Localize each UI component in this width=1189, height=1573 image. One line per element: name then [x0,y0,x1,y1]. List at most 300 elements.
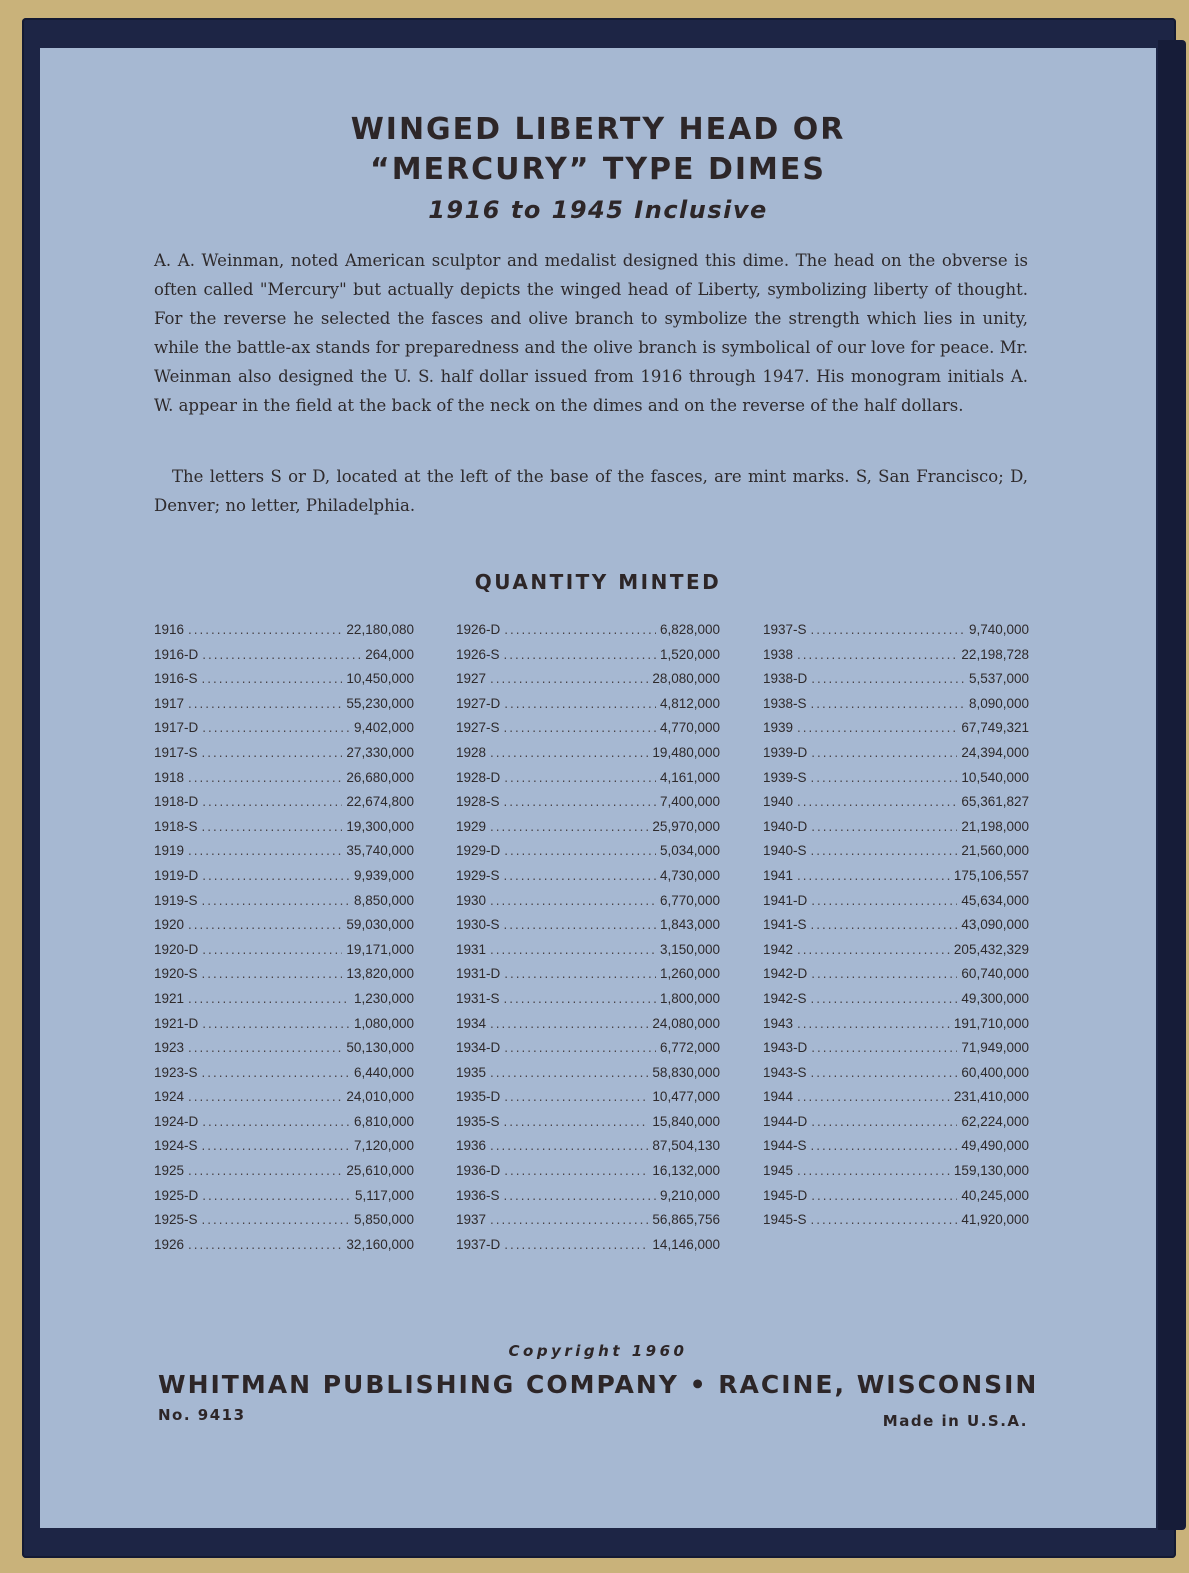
mintage-year: 1928 [456,744,487,760]
mintage-quantity: 9,939,000 [353,867,414,883]
dot-leader [797,647,957,662]
mintage-quantity: 28,080,000 [652,671,720,687]
dot-leader [504,1114,649,1129]
dot-leader [490,1138,648,1153]
mintage-row [763,770,1029,795]
dot-leader [811,843,958,858]
mintage-year: 1940-S [763,843,807,859]
mintage-row [456,843,720,868]
dot-leader [490,893,656,908]
mintage-row [763,966,1029,991]
mintage-quantity: 10,540,000 [961,769,1029,785]
mintage-year: 1944 [763,1089,794,1105]
mintage-row [763,868,1029,893]
dot-leader [202,1188,351,1203]
mintage-year: 1925 [154,1163,185,1179]
mintage-row [456,1163,720,1188]
mintage-quantity: 19,480,000 [652,744,720,760]
mintage-year: 1945-D [763,1187,808,1203]
mintage-year: 1942 [763,941,794,957]
dot-leader [202,868,350,883]
mintage-row [763,893,1029,918]
mintage-row [763,942,1029,967]
dot-leader [504,647,656,662]
mintage-quantity: 1,260,000 [659,966,720,982]
mintage-row [154,1040,414,1065]
mintage-quantity: 22,180,080 [346,622,414,637]
mintage-row [763,991,1029,1016]
title-line-1: WINGED LIBERTY HEAD OR [350,112,846,147]
mintage-row [154,794,414,819]
dot-leader [504,966,656,981]
catalog-number: No. 9413 [158,1406,246,1424]
mintage-row [154,696,414,721]
mintage-quantity: 32,160,000 [346,1236,414,1252]
dot-leader [202,794,342,809]
mintage-year: 1940 [763,794,794,810]
made-in: Made in U.S.A. [882,1412,1028,1430]
mintage-year: 1919-D [154,867,199,883]
mintage-quantity: 19,300,000 [346,818,414,834]
mintage-quantity: 205,432,329 [953,941,1029,957]
dot-leader [504,843,656,858]
mintage-year: 1934 [456,1015,487,1031]
mintage-row [763,696,1029,721]
mintage-year: 1929-S [456,867,500,883]
dot-leader [202,966,343,981]
mintage-row [154,745,414,770]
mintage-year: 1917-S [154,744,198,760]
mintage-quantity: 7,120,000 [353,1138,414,1154]
mintage-quantity: 13,820,000 [346,966,414,982]
mintage-quantity: 60,400,000 [961,1064,1029,1080]
mintage-row [456,1016,720,1041]
mintage-year: 1916-D [154,646,199,662]
mintage-year: 1936 [456,1138,487,1154]
dot-leader [490,819,648,834]
mintage-year: 1928-D [456,769,501,785]
mintage-row [154,966,414,991]
mintage-year: 1941 [763,867,794,883]
mintage-quantity: 5,117,000 [354,1187,414,1203]
mintage-row [154,893,414,918]
mintage-row [763,1089,1029,1114]
title-line-2: “MERCURY” TYPE DIMES [369,152,826,187]
mint-marks-paragraph: The letters S or D, located at the left of the base of the fasces, are mint marks. S, San Francisco; D, Denver; no letter, Philadelphia. [154,467,1028,515]
mintage-year: 1921 [154,990,185,1006]
dot-leader [188,1089,342,1104]
mintage-row [154,868,414,893]
mintage-year: 1939-D [763,744,808,760]
mintage-column-3 [763,622,1029,1237]
dot-leader [811,770,958,785]
dot-leader [202,671,343,686]
mintage-row [456,1237,720,1262]
mintage-row [763,671,1029,696]
mintage-row [154,671,414,696]
dot-leader [202,647,361,662]
mintage-year: 1923 [154,1040,185,1056]
mintage-quantity: 55,230,000 [346,695,414,711]
mintage-quantity: 43,090,000 [961,917,1029,933]
mintage-row [154,1114,414,1139]
mintage-quantity: 65,361,827 [961,794,1029,810]
mintage-quantity: 27,330,000 [346,744,414,760]
mintage-row [456,917,720,942]
dot-leader [188,622,342,637]
mintage-quantity: 24,394,000 [961,744,1029,760]
mintage-quantity: 6,828,000 [659,622,720,637]
mintage-row [763,843,1029,868]
mintage-year: 1924-D [154,1113,199,1129]
dot-leader [811,819,957,834]
mintage-year: 1931 [456,941,487,957]
dot-leader [811,966,957,981]
mintage-year: 1943-S [763,1064,807,1080]
mintage-year: 1942-S [763,990,807,1006]
mintage-row [154,1016,414,1041]
mintage-row [763,1188,1029,1213]
dot-leader [504,1237,648,1252]
mintage-row [154,770,414,795]
mintage-quantity: 15,840,000 [652,1113,720,1129]
mintage-row [763,622,1029,647]
mintage-quantity: 8,090,000 [968,695,1029,711]
mintage-row [763,1212,1029,1237]
dot-leader [811,1138,958,1153]
mintage-year: 1931-D [456,966,501,982]
mintage-row [154,917,414,942]
mintage-quantity: 6,810,000 [353,1113,414,1129]
dot-leader [504,1163,648,1178]
mintage-year: 1919 [154,843,185,859]
dot-leader [811,696,965,711]
description-paragraph: A. A. Weinman, noted American sculptor and medalist designed this dime. The head on the obverse is often called "Mercury" but actually depicts the winged head of Liberty, symbolizing liberty of thought. For the reverse he selected the fasces and olive branch to symbolize the strength which lies in unity, while the battle-ax stands for preparedness and the olive branch is symbolical of our love for peace. Mr. Weinman also designed the U. S. half dollar issued from 1916 through 1947. His monogram initials A. W. appear in the field at the back of the neck on the dimes and on the reverse of the half dollars. [154,251,1028,415]
mintage-year: 1918-S [154,818,198,834]
mintage-quantity: 50,130,000 [346,1040,414,1056]
mintage-quantity: 1,080,000 [353,1015,414,1031]
dot-leader [504,622,656,637]
dot-leader [504,720,656,735]
mintage-quantity: 40,245,000 [961,1187,1029,1203]
mintage-row [456,770,720,795]
info-card [40,48,1156,1528]
dot-leader [797,1016,950,1031]
dot-leader [504,868,656,883]
dot-leader [188,843,342,858]
mintage-row [763,1114,1029,1139]
dot-leader [797,794,957,809]
mintage-row [763,819,1029,844]
dot-leader [504,1188,656,1203]
mintage-quantity: 159,130,000 [953,1163,1029,1179]
mintage-row [456,1089,720,1114]
mintage-quantity: 87,504,130 [652,1138,720,1154]
mintage-year: 1940-D [763,818,808,834]
mintage-quantity: 231,410,000 [953,1089,1029,1105]
mintage-year: 1927-S [456,720,500,736]
mintage-quantity: 25,970,000 [652,818,720,834]
mintage-year: 1944-S [763,1138,807,1154]
mintage-quantity: 9,740,000 [968,622,1029,637]
dot-leader [490,942,656,957]
mintage-row [154,1138,414,1163]
dot-leader [202,745,343,760]
mintage-year: 1927-D [456,695,501,711]
copyright: Copyright 1960 [508,1342,688,1360]
dot-leader [490,671,648,686]
dot-leader [811,622,965,637]
mintage-row [763,1065,1029,1090]
mintage-year: 1945 [763,1163,794,1179]
mintage-row [763,794,1029,819]
mintage-quantity: 41,920,000 [961,1212,1029,1228]
mintage-year: 1925-S [154,1212,198,1228]
mintage-quantity: 71,949,000 [961,1040,1029,1056]
mintage-row [456,696,720,721]
mintage-quantity: 62,224,000 [961,1113,1029,1129]
dot-leader [504,794,656,809]
mintage-year: 1941-S [763,917,807,933]
dot-leader [202,1016,350,1031]
mintage-row [154,1163,414,1188]
dot-leader [504,696,656,711]
mintage-year: 1916-S [154,671,198,687]
mintage-quantity: 175,106,557 [953,867,1029,883]
mintage-column-2 [456,622,720,1261]
mintage-year: 1924 [154,1089,185,1105]
mintage-quantity: 19,171,000 [346,941,414,957]
mintage-year: 1938 [763,646,794,662]
dot-leader [490,1212,648,1227]
mintage-quantity: 24,080,000 [652,1015,720,1031]
dot-leader [811,917,958,932]
mintage-row [154,1065,414,1090]
mintage-row [763,720,1029,745]
mintage-quantity: 6,440,000 [353,1064,414,1080]
mintage-year: 1941-D [763,892,808,908]
mintage-quantity: 3,150,000 [659,941,720,957]
mintage-quantity: 22,674,800 [346,794,414,810]
mintage-year: 1935 [456,1064,487,1080]
mintage-quantity: 45,634,000 [961,892,1029,908]
mintage-quantity: 14,146,000 [652,1236,720,1252]
subtitle: 1916 to 1945 Inclusive [428,196,768,224]
mintage-row [456,1188,720,1213]
mintage-row [763,1016,1029,1041]
mintage-row [456,745,720,770]
mintage-row [456,1212,720,1237]
mintage-quantity: 1,520,000 [659,646,720,662]
mintage-year: 1917 [154,695,185,711]
mintage-quantity: 5,850,000 [353,1212,414,1228]
dot-leader [811,1065,958,1080]
mintage-quantity: 9,402,000 [353,720,414,736]
mintage-year: 1944-D [763,1113,808,1129]
mintage-row [456,942,720,967]
mintage-year: 1935-D [456,1089,501,1105]
dot-leader [202,1065,350,1080]
dot-leader [811,1114,957,1129]
mintage-year: 1916 [154,622,185,637]
mintage-quantity: 191,710,000 [953,1015,1029,1031]
mintage-quantity: 4,770,000 [659,720,720,736]
mintage-quantity: 49,300,000 [961,990,1029,1006]
mintage-row [154,819,414,844]
mintage-row [456,647,720,672]
mintage-row [154,942,414,967]
mintage-quantity: 59,030,000 [346,917,414,933]
mintage-quantity: 60,740,000 [961,966,1029,982]
mintage-year: 1925-D [154,1187,199,1203]
mintage-year: 1937-D [456,1236,501,1252]
mintage-quantity: 49,490,000 [961,1138,1029,1154]
mintage-year: 1936-S [456,1187,500,1203]
mintage-row [456,893,720,918]
mintage-row [763,1040,1029,1065]
mintage-year: 1936-D [456,1163,501,1179]
dot-leader [490,1065,648,1080]
mintage-year: 1939 [763,720,794,736]
mintage-quantity: 21,560,000 [961,843,1029,859]
mintage-row [456,720,720,745]
quantity-minted-heading: QUANTITY MINTED [474,570,722,594]
mintage-row [456,794,720,819]
dot-leader [188,696,342,711]
mintage-row [763,647,1029,672]
mintage-year: 1927 [456,671,487,687]
mintage-year: 1926 [154,1236,185,1252]
mintage-row [456,1114,720,1139]
mintage-year: 1935-S [456,1113,500,1129]
mintage-quantity: 4,812,000 [659,695,720,711]
dot-leader [188,1040,342,1055]
mintage-row [456,622,720,647]
dot-leader [797,868,950,883]
mintage-year: 1926-D [456,622,501,637]
mintage-year: 1943 [763,1015,794,1031]
dot-leader [202,1138,350,1153]
mintage-quantity: 7,400,000 [659,794,720,810]
mintage-quantity: 35,740,000 [346,843,414,859]
dot-leader [202,893,350,908]
mintage-year: 1937 [456,1212,487,1228]
mintage-quantity: 25,610,000 [346,1163,414,1179]
mintage-year: 1924-S [154,1138,198,1154]
mintage-year: 1919-S [154,892,198,908]
mintage-quantity: 16,132,000 [652,1163,720,1179]
mintage-year: 1923-S [154,1064,198,1080]
mintage-quantity: 9,210,000 [659,1187,720,1203]
mintage-row [456,1040,720,1065]
dot-leader [202,819,343,834]
mintage-quantity: 58,830,000 [652,1064,720,1080]
mintage-year: 1920-D [154,941,199,957]
mintage-quantity: 1,230,000 [353,990,414,1006]
mintage-year: 1945-S [763,1212,807,1228]
mintage-year: 1920-S [154,966,198,982]
mintage-quantity: 67,749,321 [961,720,1029,736]
mintage-quantity: 10,477,000 [652,1089,720,1105]
mintage-quantity: 4,161,000 [659,769,720,785]
mintage-year: 1930-S [456,917,500,933]
mintage-quantity: 4,730,000 [659,867,720,883]
dot-leader [797,942,950,957]
mintage-year: 1939-S [763,769,807,785]
dot-leader [504,917,656,932]
mintage-row [763,1163,1029,1188]
mintage-year: 1918-D [154,794,199,810]
mintage-quantity: 1,800,000 [659,990,720,1006]
mintage-year: 1938-D [763,671,808,687]
dot-leader [188,991,350,1006]
mintage-year: 1929 [456,818,487,834]
mintage-year: 1930 [456,892,487,908]
mintage-quantity: 10,450,000 [346,671,414,687]
mintage-row [154,843,414,868]
mintage-row [154,1237,414,1262]
mintage-quantity: 5,537,000 [968,671,1029,687]
mintage-quantity: 22,198,728 [961,646,1029,662]
mintage-quantity: 21,198,000 [961,818,1029,834]
mintage-row [456,819,720,844]
mintage-year: 1931-S [456,990,500,1006]
dot-leader [811,1188,957,1203]
mintage-column-1 [154,622,414,1261]
mintage-row [154,1212,414,1237]
dot-leader [490,1016,648,1031]
dot-leader [811,671,965,686]
dot-leader [797,720,957,735]
mintage-year: 1918 [154,769,185,785]
dot-leader [490,745,648,760]
album-spine-edge [1158,40,1186,1530]
mintage-quantity: 24,010,000 [346,1089,414,1105]
dot-leader [202,942,342,957]
mintage-row [763,917,1029,942]
mintage-quantity: 8,850,000 [353,892,414,908]
dot-leader [188,917,342,932]
dot-leader [811,1040,957,1055]
mintage-row [763,1138,1029,1163]
mintage-year: 1928-S [456,794,500,810]
mintage-row [763,745,1029,770]
mintage-row [154,991,414,1016]
dot-leader [202,720,350,735]
mintage-row [456,991,720,1016]
mintage-year: 1921-D [154,1015,199,1031]
dot-leader [811,991,958,1006]
mintage-quantity: 264,000 [365,646,414,662]
mintage-year: 1926-S [456,646,500,662]
dot-leader [504,1040,656,1055]
mintage-quantity: 5,034,000 [659,843,720,859]
dot-leader [188,1237,342,1252]
dot-leader [188,1163,342,1178]
publisher-line: WHITMAN PUBLISHING COMPANY • RACINE, WISCONSIN [158,1370,1039,1399]
mintage-year: 1934-D [456,1040,501,1056]
dot-leader [504,770,656,785]
mintage-year: 1929-D [456,843,501,859]
mintage-row [154,647,414,672]
dot-leader [797,1089,950,1104]
dot-leader [811,893,957,908]
mintage-quantity: 1,843,000 [659,917,720,933]
dot-leader [188,770,342,785]
mintage-row [154,1188,414,1213]
dot-leader [504,991,656,1006]
mintage-quantity: 56,865,756 [652,1212,720,1228]
